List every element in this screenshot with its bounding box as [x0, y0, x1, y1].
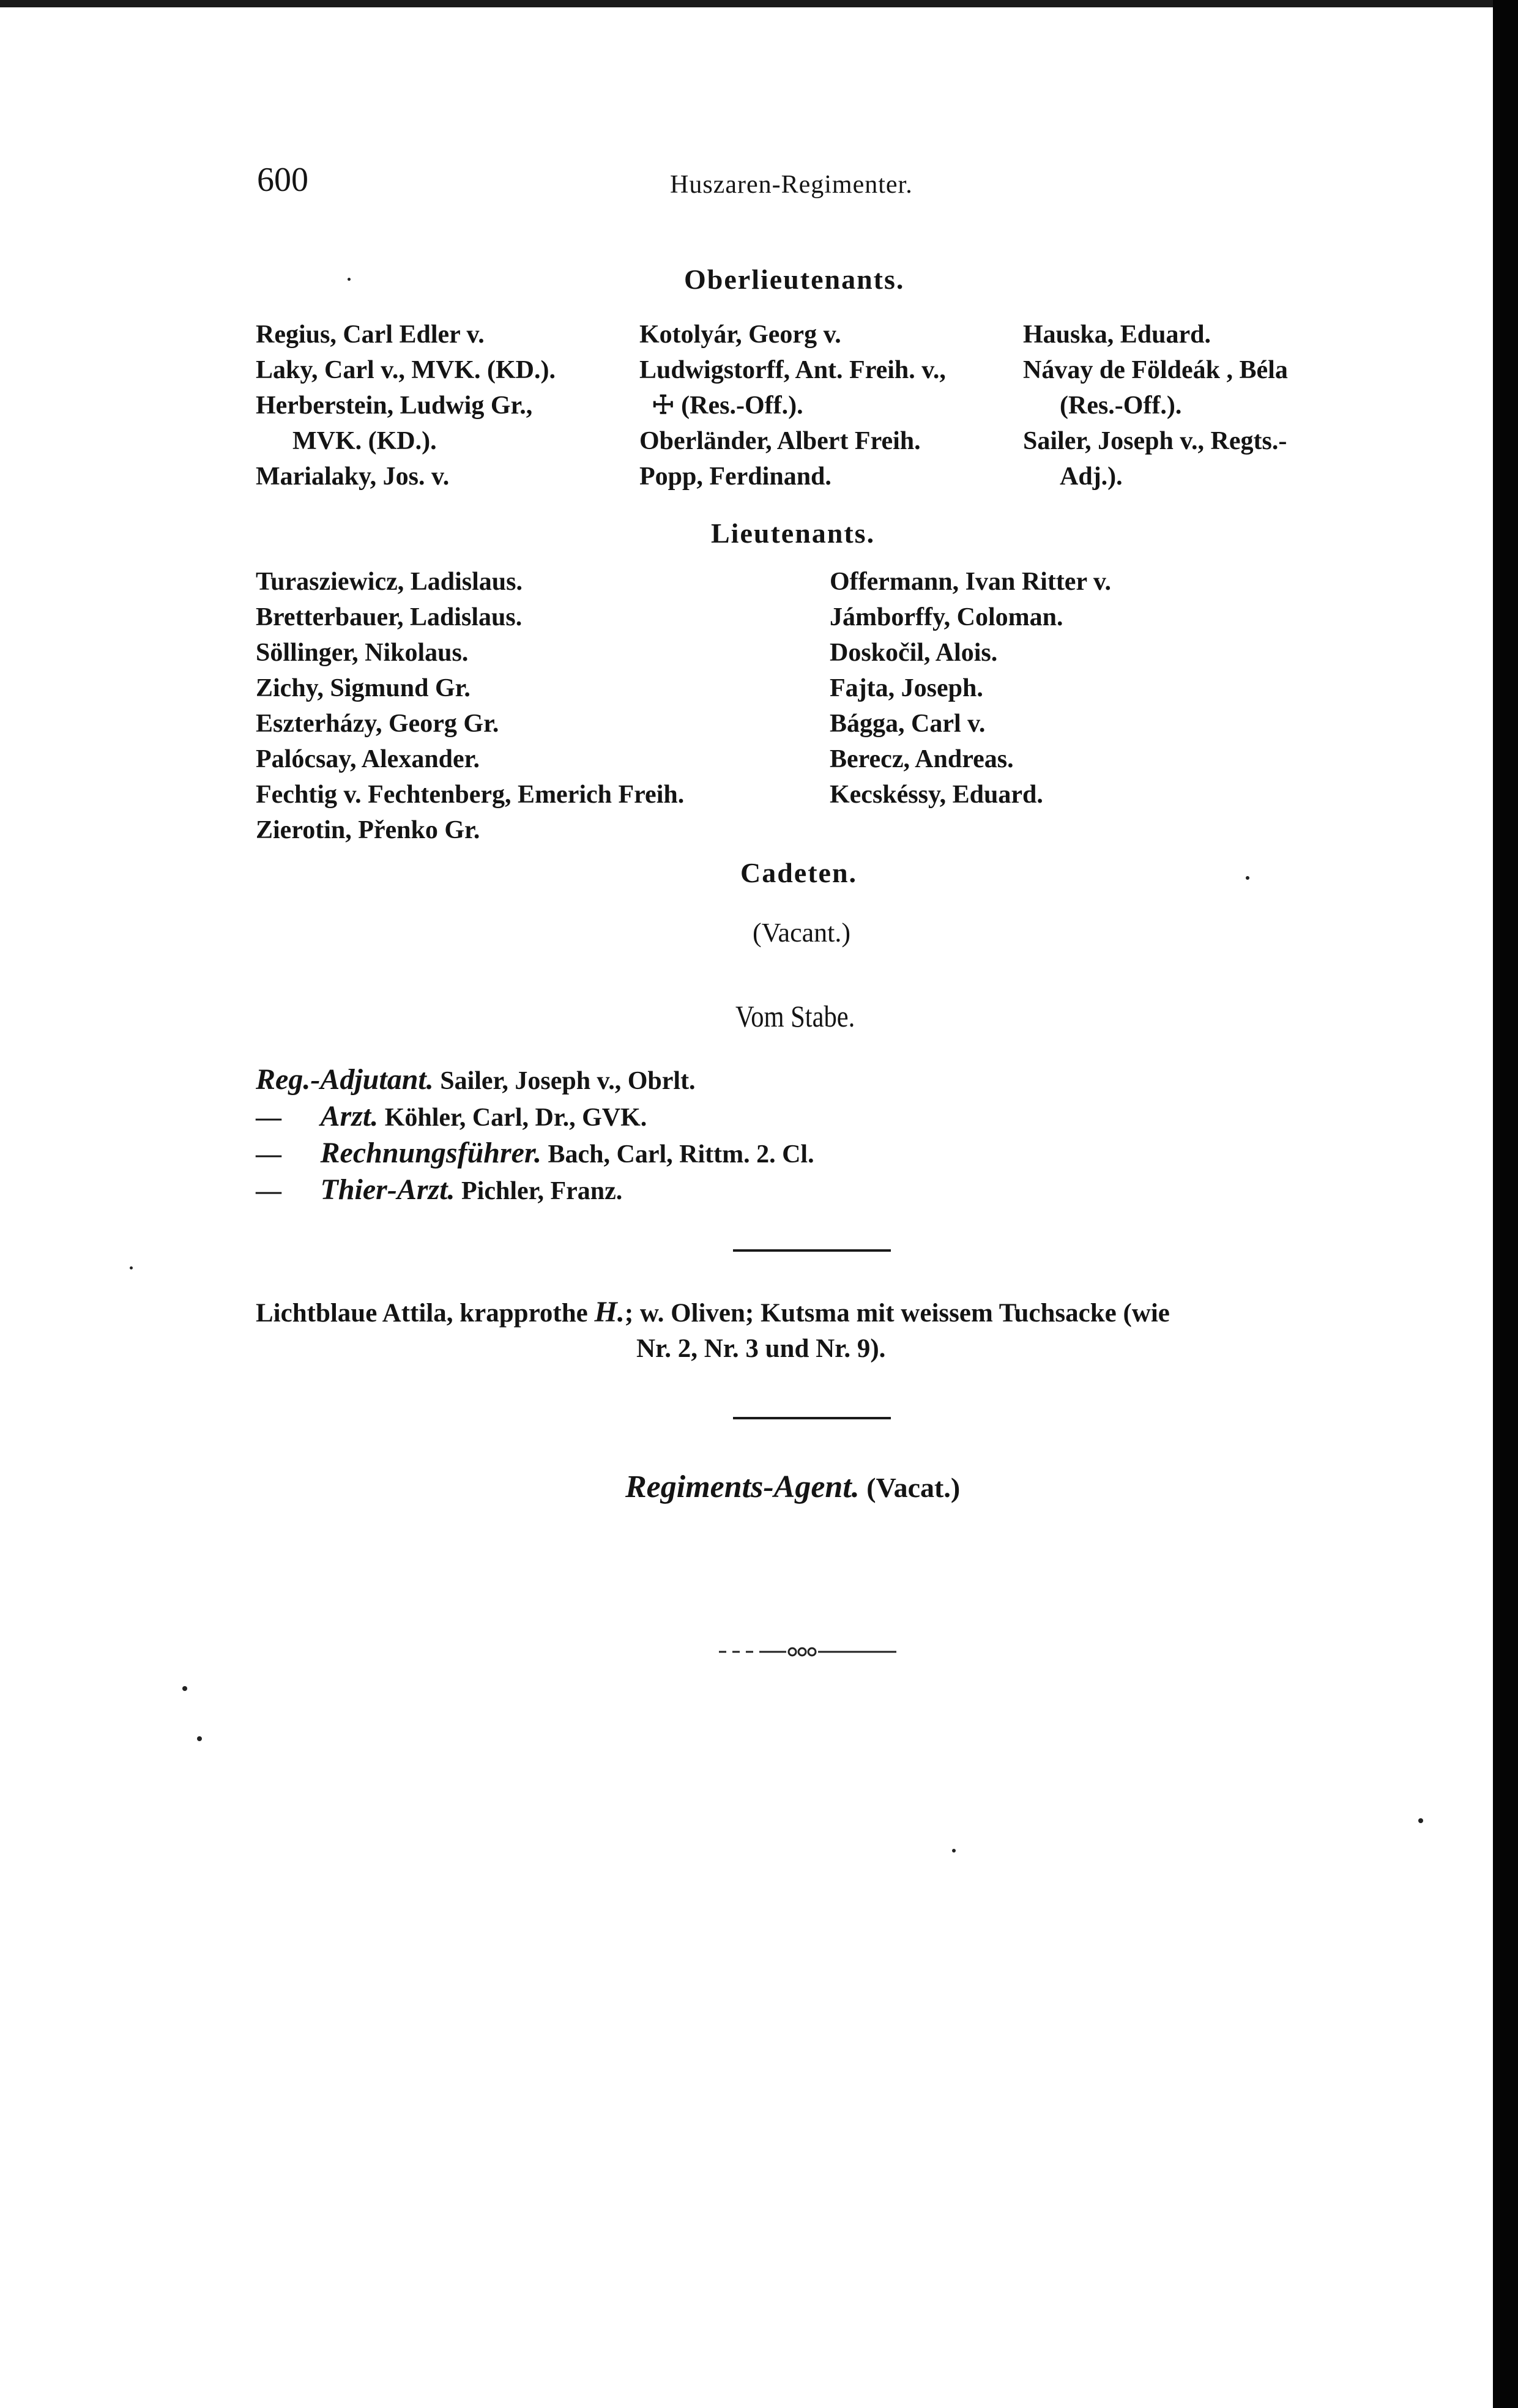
list-item: Doskočil, Alois.: [830, 639, 998, 667]
agent-label: Regiments-Agent.: [625, 1470, 860, 1504]
staff-name: Sailer, Joseph v., Obrlt.: [440, 1067, 696, 1095]
list-item: Návay de Földeák , Béla: [1023, 356, 1288, 384]
list-item: Laky, Carl v., MVK. (KD.).: [256, 356, 556, 384]
list-item: Bágga, Carl v.: [830, 710, 986, 738]
scan-speck: [1246, 876, 1249, 880]
list-item: Sailer, Joseph v., Regts.-: [1023, 427, 1287, 455]
list-item: Bretterbauer, Ladislaus.: [256, 603, 523, 631]
staff-list: [256, 1062, 814, 1209]
running-title: Huszaren-Regimenter.: [670, 171, 913, 199]
ditto-dash: —: [256, 1140, 281, 1169]
list-item: Hauska, Eduard.: [1023, 321, 1211, 349]
staff-role: Arzt.: [320, 1100, 379, 1132]
agent-value: (Vacat.): [866, 1472, 961, 1503]
scan-right-edge: [1493, 0, 1518, 2408]
list-item: Zierotin, Přenko Gr.: [256, 816, 480, 844]
list-item: Popp, Ferdinand.: [639, 463, 832, 491]
list-item: Palócsay, Alexander.: [256, 745, 480, 773]
section-title-lieutenants: Lieutenants.: [711, 518, 876, 549]
lieutenants-column-1: [256, 564, 684, 848]
ditto-dash: —: [256, 1104, 281, 1132]
scan-speck: [952, 1849, 956, 1852]
list-item: Berecz, Andreas.: [830, 745, 1014, 773]
uniform-abbrev: H.: [594, 1296, 625, 1328]
uniform-text: Lichtblaue Attila, krapprothe: [256, 1299, 588, 1328]
list-item: Ludwigstorff, Ant. Freih. v.,: [639, 356, 946, 384]
staff-role: Reg.-Adjutant.: [256, 1063, 434, 1096]
page-number: 600: [257, 161, 308, 199]
list-item: Kecskéssy, Eduard.: [830, 781, 1043, 809]
end-ornament: [719, 1643, 896, 1661]
scan-speck: [182, 1686, 187, 1691]
staff-row: [256, 1062, 814, 1099]
staff-row: [256, 1172, 814, 1209]
uniform-line-1: [256, 1295, 1170, 1331]
scan-speck: [348, 278, 351, 281]
list-item: Marialaky, Jos. v.: [256, 463, 450, 491]
scan-speck: [197, 1736, 202, 1741]
list-item: ☩ (Res.-Off.).: [652, 392, 803, 420]
list-item: Adj.).: [1060, 463, 1123, 491]
staff-name: Pichler, Franz.: [461, 1177, 623, 1205]
divider-rule: [733, 1417, 891, 1419]
uniform-line-2: Nr. 2, Nr. 3 und Nr. 9).: [636, 1334, 886, 1363]
list-item: Söllinger, Nikolaus.: [256, 639, 469, 667]
list-item: Jámborffy, Coloman.: [830, 603, 1063, 631]
staff-name: Bach, Carl, Rittm. 2. Cl.: [548, 1140, 814, 1169]
staff-row: [256, 1099, 814, 1135]
list-item: Eszterházy, Georg Gr.: [256, 710, 499, 738]
list-item: Zichy, Sigmund Gr.: [256, 674, 471, 702]
list-item: Regius, Carl Edler v.: [256, 321, 485, 349]
oberlieutenants-column-3: [1023, 317, 1288, 494]
scan-top-edge: [0, 0, 1493, 7]
section-title-cadeten: Cadeten.: [740, 857, 858, 888]
list-item: (Res.-Off.).: [1060, 392, 1182, 420]
list-item: Oberländer, Albert Freih.: [639, 427, 921, 455]
list-item: Turasziewicz, Ladislaus.: [256, 568, 523, 596]
list-item: Offermann, Ivan Ritter v.: [830, 568, 1112, 596]
cadeten-status: (Vacant.): [753, 918, 851, 948]
staff-row: [256, 1135, 814, 1172]
staff-role: Thier-Arzt.: [320, 1173, 455, 1206]
staff-name: Köhler, Carl, Dr., GVK.: [384, 1104, 647, 1132]
staff-role: Rechnungsführer.: [320, 1137, 541, 1169]
lieutenants-column-2: [830, 564, 1111, 812]
list-item: Herberstein, Ludwig Gr.,: [256, 392, 533, 420]
scan-speck: [130, 1266, 133, 1269]
oberlieutenants-column-1: [256, 317, 556, 494]
section-title-oberlieutenants: Oberlieutenants.: [684, 264, 905, 295]
regiments-agent-line: [625, 1470, 960, 1506]
section-title-staff: Vom Stabe.: [735, 999, 855, 1033]
divider-rule: [733, 1249, 891, 1252]
list-item: Fechtig v. Fechtenberg, Emerich Freih.: [256, 781, 685, 809]
list-item: MVK. (KD.).: [292, 427, 437, 455]
scan-speck: [1418, 1818, 1423, 1823]
ditto-dash: —: [256, 1177, 281, 1205]
list-item: Kotolyár, Georg v.: [639, 321, 841, 349]
oberlieutenants-column-2: [639, 317, 946, 494]
uniform-text: ; w. Oliven; Kutsma mit weissem Tuchsacke (wie: [624, 1299, 1170, 1328]
list-item: Fajta, Joseph.: [830, 674, 983, 702]
